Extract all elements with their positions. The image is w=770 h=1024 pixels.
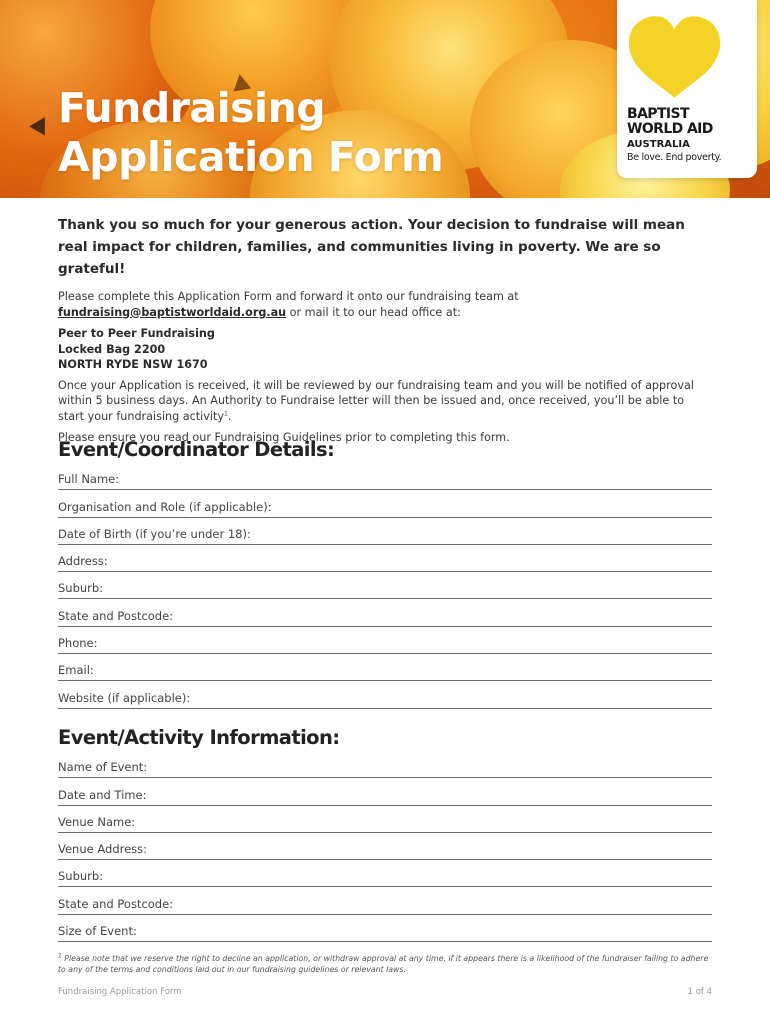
para1-tail: or mail it to our head office at: [286, 305, 461, 319]
logo-line-2: WORLD AID [627, 121, 713, 137]
field-input[interactable] [161, 786, 712, 804]
intro-paragraph-3: Please ensure you read our Fundraising Guidelines prior to completing this form. [58, 431, 510, 444]
address-line-2: Locked Bag 2200 [58, 342, 166, 356]
field-label: Suburb: [58, 581, 104, 596]
footnote-ref: 1 [224, 409, 228, 417]
intro-section [58, 214, 713, 446]
field-label: Website (if applicable): [58, 690, 191, 705]
footnote [58, 953, 718, 975]
coordinator-fields [58, 463, 712, 709]
form-field-row [58, 545, 712, 572]
field-input[interactable] [230, 689, 712, 707]
logo-wordmark [627, 107, 721, 165]
title-line-1: Fundraising [58, 84, 326, 132]
field-label: Venue Name: [58, 814, 136, 829]
activity-heading: Event/Activity Information: [58, 726, 340, 749]
field-input[interactable] [161, 922, 712, 940]
field-label: Suburb: [58, 869, 104, 884]
intro-headline: Thank you so much for your generous action. Your decision to fundraise will mean real impact for children, families, and communities living in poverty. We are so grateful! [58, 217, 685, 277]
field-label: Address: [58, 554, 108, 569]
field-input[interactable] [140, 813, 712, 831]
form-field-row [58, 490, 712, 517]
field-input[interactable] [161, 840, 712, 858]
field-label: Size of Event: [58, 924, 137, 939]
field-input[interactable] [119, 552, 712, 570]
field-label: Venue Address: [58, 842, 148, 857]
form-field-row [58, 599, 712, 626]
footnote-marker: 1 [58, 952, 62, 960]
field-input[interactable] [105, 661, 712, 679]
page-number: 1 of 4 [687, 987, 712, 997]
coordinator-heading: Event/Coordinator Details: [58, 438, 335, 461]
address-line-3: NORTH RYDE NSW 1670 [58, 358, 208, 371]
form-field-row [58, 463, 712, 490]
activity-fields [58, 751, 712, 942]
field-input[interactable] [326, 498, 712, 516]
field-input[interactable] [133, 470, 712, 488]
field-label: Email: [58, 663, 94, 678]
header-banner [0, 0, 770, 198]
logo-line-3: AUSTRALIA [627, 139, 690, 150]
field-label: Phone: [58, 636, 98, 651]
para1-text: Please complete this Application Form and forward it onto our fundraising team at [58, 290, 519, 303]
form-field-row [58, 887, 712, 914]
field-input[interactable] [161, 758, 712, 776]
footer-title: Fundraising Application Form [58, 987, 182, 997]
intro-paragraph-1 [58, 289, 713, 320]
email-link[interactable]: fundraising@baptistworldaid.org.au [58, 305, 287, 319]
field-label: State and Postcode: [58, 896, 174, 911]
form-field-row [58, 806, 712, 833]
form-field-row [58, 627, 712, 654]
para2-end: . [227, 409, 232, 423]
field-label: Full Name: [58, 472, 120, 487]
mailing-address [58, 326, 713, 373]
form-field-row [58, 860, 712, 887]
field-label: Date of Birth (if you’re under 18): [58, 526, 251, 541]
field-input[interactable] [195, 607, 712, 625]
title-line-2: Application Form [58, 133, 444, 181]
form-field-row [58, 833, 712, 860]
form-field-row [58, 681, 712, 708]
form-field-row [58, 572, 712, 599]
logo-line-1: BAPTIST [627, 106, 689, 122]
para2-text: Once your Application is received, it will be reviewed by our fundraising team and you will be notified of approval within 5 business days. An Authority to Fundraise letter will then be issued and, once received, you’ll be able to start your fundraising activity [58, 378, 694, 423]
field-label: Name of Event: [58, 760, 148, 775]
field-input[interactable] [306, 525, 713, 543]
field-input[interactable] [112, 579, 712, 597]
form-field-row [58, 751, 712, 778]
field-input[interactable] [195, 895, 712, 913]
field-input[interactable] [105, 634, 712, 652]
page-title [58, 84, 443, 182]
heart-icon [627, 14, 722, 102]
intro-paragraph-2 [58, 378, 713, 425]
logo-tagline: Be love. End poverty. [627, 152, 722, 163]
footnote-text: Please note that we reserve the right to decline an application, or withdraw approval at any time, if it appears there is a likelihood of the fundraiser failing to adhere to any of the terms and conditions laid out in our fundraising guidelines or relevant laws. [58, 954, 709, 974]
field-label: Organisation and Role (if applicable): [58, 499, 272, 514]
address-line-1: Peer to Peer Fundraising [58, 327, 215, 340]
form-field-row [58, 915, 712, 942]
form-field-row [58, 654, 712, 681]
form-field-row [58, 778, 712, 805]
field-label: Date and Time: [58, 787, 147, 802]
logo [617, 0, 757, 178]
field-input[interactable] [112, 867, 712, 885]
form-field-row [58, 518, 712, 545]
field-label: State and Postcode: [58, 608, 174, 623]
